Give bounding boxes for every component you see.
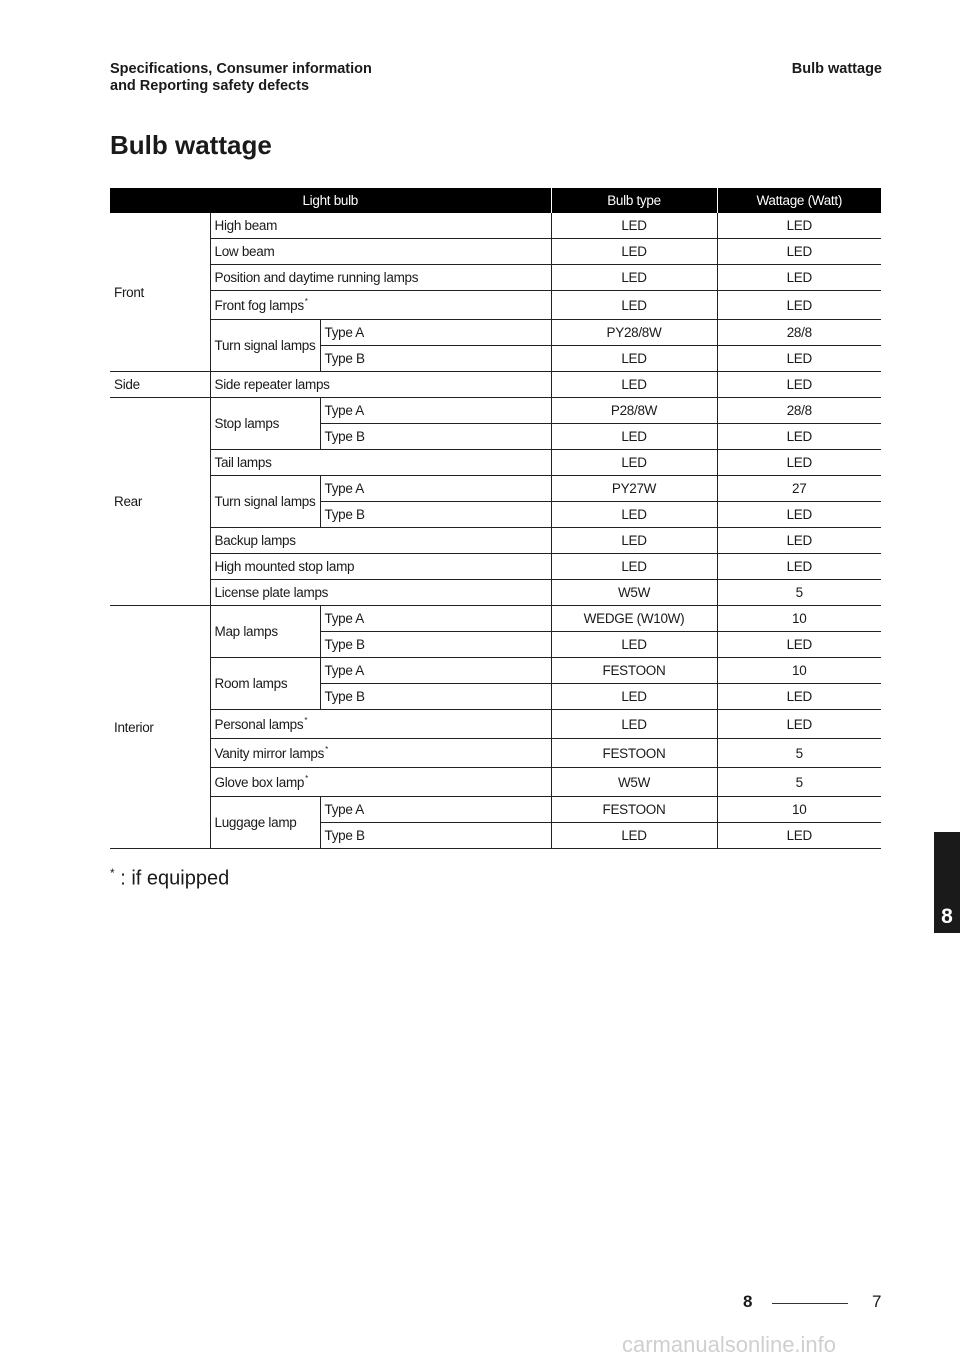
bulb-type-cell: FESTOON <box>551 658 717 684</box>
watermark: carmanualsonline.info <box>622 1332 837 1357</box>
wattage-cell: 27 <box>717 476 881 502</box>
page-number: 7 <box>872 1292 882 1311</box>
table-row <box>110 398 881 424</box>
table-row <box>110 528 881 554</box>
wattage-cell: 10 <box>717 797 881 823</box>
group-front: Front <box>110 213 210 372</box>
bulb-type-cell: P28/8W <box>551 398 717 424</box>
row-label: Luggage lamp <box>210 797 320 849</box>
table-row <box>110 450 881 476</box>
group-interior: Interior <box>110 606 210 849</box>
row-label: License plate lamps <box>210 580 551 606</box>
bulb-type-cell: LED <box>551 823 717 849</box>
row-label-text: Vanity mirror lamps <box>214 745 325 761</box>
footnote <box>110 866 229 891</box>
header-bulb-type: Bulb type <box>551 188 717 213</box>
sub-label: Type A <box>320 658 551 684</box>
table-row <box>110 580 881 606</box>
table-header-row <box>110 188 881 213</box>
wattage-cell: 28/8 <box>717 398 881 424</box>
bulb-type-cell: LED <box>551 424 717 450</box>
bulb-type-cell: W5W <box>551 768 717 797</box>
bulb-type-cell: LED <box>551 346 717 372</box>
wattage-cell: 28/8 <box>717 320 881 346</box>
bulb-type-cell: FESTOON <box>551 739 717 768</box>
table-row <box>110 768 881 797</box>
row-label <box>210 291 551 320</box>
row-label: Side repeater lamps <box>210 372 551 398</box>
table-row <box>110 739 881 768</box>
sub-label: Type B <box>320 346 551 372</box>
wattage-cell: 5 <box>717 580 881 606</box>
header-wattage: Wattage (Watt) <box>717 188 881 213</box>
equipped-asterisk: * <box>304 716 308 725</box>
wattage-cell: LED <box>717 265 881 291</box>
equipped-asterisk: * <box>305 774 308 783</box>
wattage-cell: LED <box>717 424 881 450</box>
table-row <box>110 213 881 239</box>
bulb-type-cell: LED <box>551 265 717 291</box>
table-row <box>110 372 881 398</box>
table-row <box>110 265 881 291</box>
bulb-type-cell: LED <box>551 554 717 580</box>
bulb-type-cell: LED <box>551 450 717 476</box>
equipped-asterisk: * <box>304 297 308 306</box>
wattage-cell: LED <box>717 291 881 320</box>
header-line-2: and Reporting safety defects <box>110 78 310 94</box>
row-label <box>210 710 551 739</box>
row-label: High mounted stop lamp <box>210 554 551 580</box>
table-row <box>110 239 881 265</box>
wattage-cell: LED <box>717 710 881 739</box>
table-row <box>110 476 881 502</box>
bulb-type-cell: LED <box>551 528 717 554</box>
row-label-text: Personal lamps <box>214 716 304 732</box>
table-row <box>110 710 881 739</box>
sub-label: Type B <box>320 424 551 450</box>
equipped-asterisk: * <box>325 745 328 754</box>
wattage-cell: LED <box>717 554 881 580</box>
wattage-cell: LED <box>717 684 881 710</box>
sub-label: Type B <box>320 502 551 528</box>
bulb-type-cell: LED <box>551 372 717 398</box>
row-label: Room lamps <box>210 658 320 710</box>
table-row <box>110 658 881 684</box>
bulb-type-cell: PY27W <box>551 476 717 502</box>
sub-label: Type A <box>320 398 551 424</box>
row-label-text: Front fog lamps <box>214 297 304 313</box>
page-title: Bulb wattage <box>110 130 272 160</box>
row-label: Stop lamps <box>210 398 320 450</box>
wattage-cell: 5 <box>717 768 881 797</box>
row-label: Position and daytime running lamps <box>210 265 551 291</box>
chapter-tab-number: 8 <box>941 905 953 928</box>
bulb-type-cell: LED <box>551 291 717 320</box>
wattage-cell: LED <box>717 823 881 849</box>
sub-label: Type B <box>320 823 551 849</box>
table-row <box>110 291 881 320</box>
table-row <box>110 797 881 823</box>
bulb-type-cell: LED <box>551 710 717 739</box>
wattage-cell: LED <box>717 372 881 398</box>
bulb-type-cell: WEDGE (W10W) <box>551 606 717 632</box>
bulb-type-cell: LED <box>551 684 717 710</box>
group-side: Side <box>110 372 210 398</box>
group-rear: Rear <box>110 398 210 606</box>
row-label: Tail lamps <box>210 450 551 476</box>
row-label <box>210 768 551 797</box>
wattage-cell: LED <box>717 632 881 658</box>
sub-label: Type A <box>320 320 551 346</box>
row-label: Low beam <box>210 239 551 265</box>
header-light-bulb: Light bulb <box>110 188 551 213</box>
row-label <box>210 739 551 768</box>
wattage-cell: LED <box>717 450 881 476</box>
row-label: Turn signal lamps <box>210 320 320 372</box>
wattage-cell: LED <box>717 502 881 528</box>
table-row <box>110 320 881 346</box>
running-header-section <box>110 61 372 95</box>
bulb-type-cell: LED <box>551 502 717 528</box>
wattage-cell: 10 <box>717 658 881 684</box>
bulb-type-cell: LED <box>551 213 717 239</box>
wattage-cell: 10 <box>717 606 881 632</box>
running-header-topic: Bulb wattage <box>791 61 882 77</box>
row-label: High beam <box>210 213 551 239</box>
bulb-type-cell: LED <box>551 239 717 265</box>
sub-label: Type A <box>320 476 551 502</box>
row-label: Turn signal lamps <box>210 476 320 528</box>
sub-label: Type A <box>320 606 551 632</box>
table-row <box>110 554 881 580</box>
wattage-cell: LED <box>717 346 881 372</box>
sub-label: Type B <box>320 684 551 710</box>
bulb-type-cell: PY28/8W <box>551 320 717 346</box>
chapter-side-tab <box>934 832 960 933</box>
wattage-cell: LED <box>717 528 881 554</box>
row-label: Map lamps <box>210 606 320 658</box>
bulb-type-cell: W5W <box>551 580 717 606</box>
sub-label: Type A <box>320 797 551 823</box>
table-row <box>110 606 881 632</box>
wattage-cell: 5 <box>717 739 881 768</box>
row-label-text: Glove box lamp <box>214 774 305 790</box>
footnote-asterisk: * <box>110 866 115 880</box>
page-chapter-number: 8 <box>743 1292 753 1311</box>
bulb-type-cell: LED <box>551 632 717 658</box>
bulb-wattage-table <box>110 188 881 849</box>
wattage-cell: LED <box>717 239 881 265</box>
wattage-cell: LED <box>717 213 881 239</box>
bulb-type-cell: FESTOON <box>551 797 717 823</box>
header-line-1: Specifications, Consumer information <box>110 61 372 77</box>
sub-label: Type B <box>320 632 551 658</box>
footnote-text: : if equipped <box>114 867 230 890</box>
row-label: Backup lamps <box>210 528 551 554</box>
page-number-divider <box>772 1303 848 1304</box>
